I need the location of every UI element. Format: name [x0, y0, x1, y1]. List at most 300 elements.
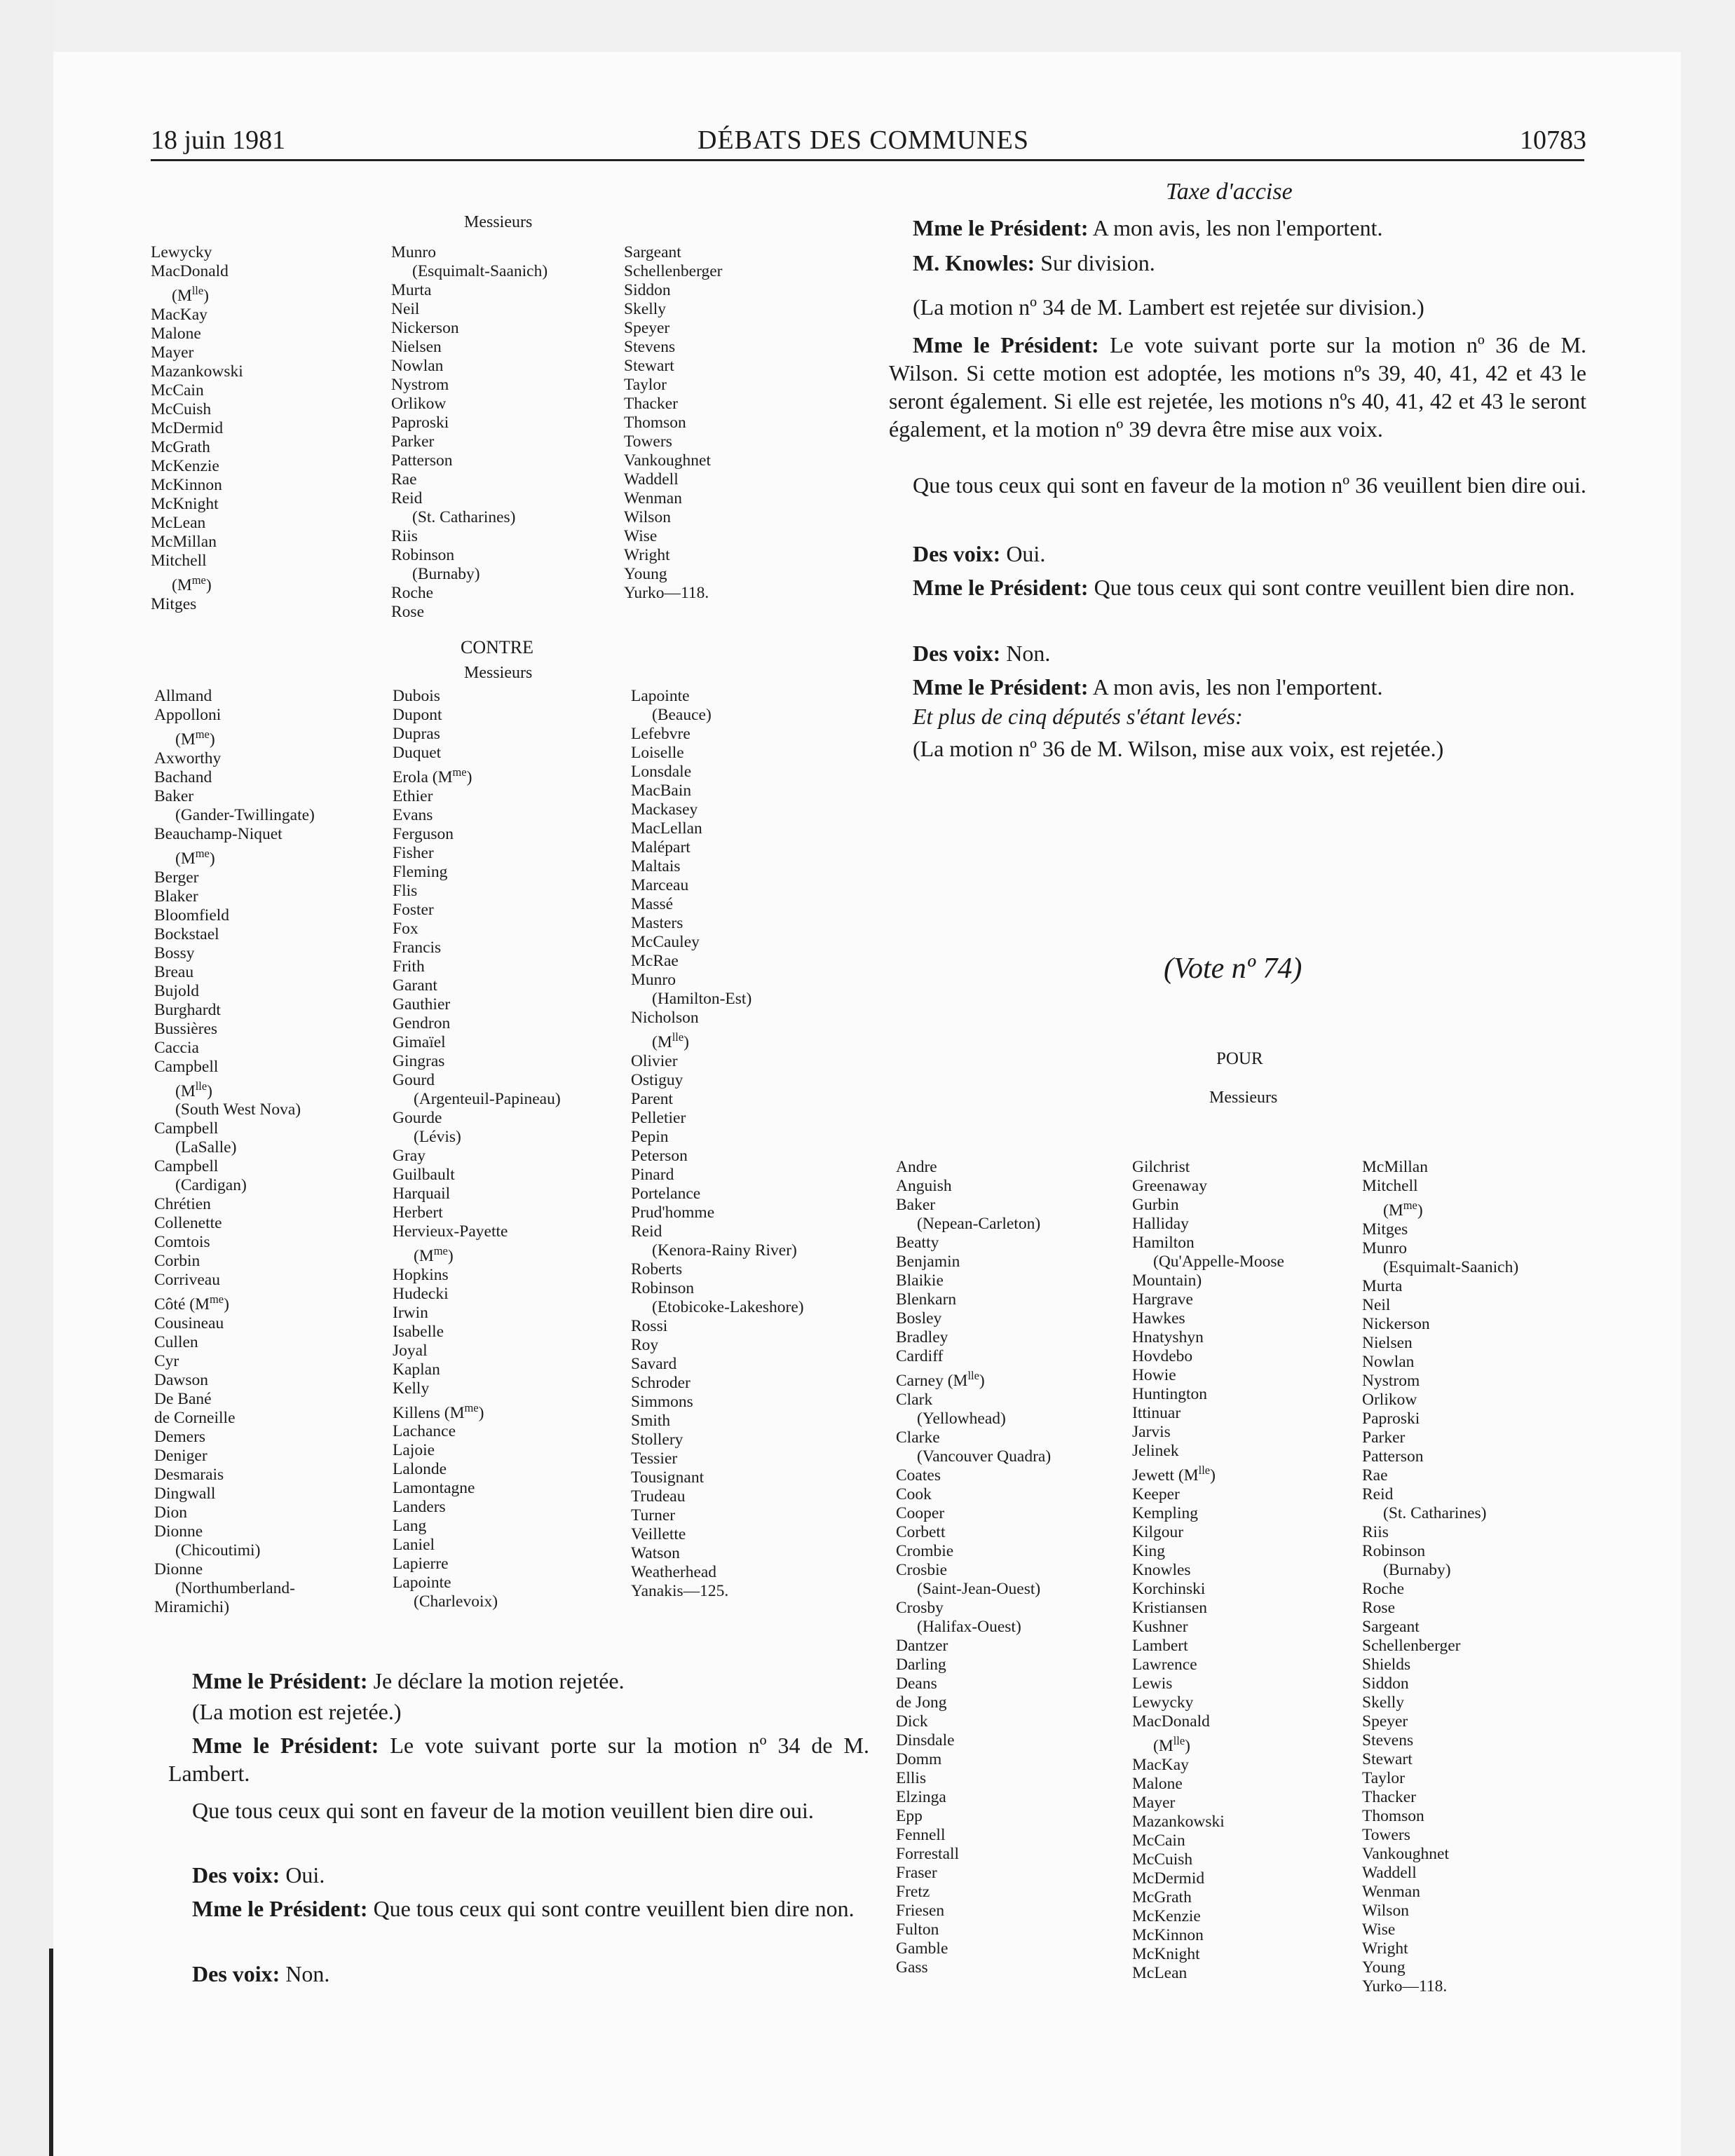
member-name: Skelly [624, 300, 667, 318]
member-name: McKnight [1132, 1944, 1200, 1963]
member-name: Korchinski [1132, 1579, 1206, 1598]
member-name: Beauchamp-Niquet [154, 824, 283, 843]
left-para-5 [168, 1861, 869, 1889]
member-name: Gauthier [393, 995, 451, 1014]
member-name: Fretz [896, 1882, 930, 1901]
member-name: Demers [154, 1428, 206, 1447]
member-name: Stevens [624, 338, 676, 356]
member-name: Robinson [631, 1278, 695, 1297]
member-name: Parker [1362, 1428, 1406, 1447]
member-name: Bujold [154, 981, 199, 1000]
member-name: Dick [896, 1712, 928, 1731]
member-name: Hamilton [1132, 1234, 1195, 1252]
contre-column-2 [393, 687, 561, 1611]
member-name: (Argenteuil-Papineau) [414, 1089, 561, 1108]
member-name: Baker [154, 786, 194, 805]
right-para-9 [889, 673, 1586, 701]
vote-74-column-3 [1362, 1158, 1518, 1996]
member-name: Flis [393, 881, 418, 900]
speaker-label: M. Knowles: [913, 250, 1035, 275]
member-name: $(M^{lle})$ [172, 284, 209, 305]
member-name: Reid [631, 1222, 662, 1241]
member-name: Beatty [896, 1234, 939, 1252]
member-name: Malépart [631, 838, 690, 857]
left-para-4 [168, 1796, 869, 1824]
member-name: Pelletier [631, 1108, 686, 1127]
left-para-3 [168, 1731, 869, 1787]
member-name: Campbell [154, 1057, 219, 1076]
member-name: Patterson [1362, 1447, 1424, 1466]
member-name: Halliday [1132, 1215, 1189, 1233]
member-name: McLean [1132, 1963, 1188, 1982]
member-name: Corbin [154, 1252, 200, 1271]
speaker-label: Mme le Président: [913, 575, 1089, 600]
member-name: Wise [1362, 1920, 1396, 1939]
member-name: Neil [1362, 1295, 1391, 1314]
member-name: Stevens [1362, 1731, 1414, 1749]
speech-text: Non. [280, 1961, 330, 1986]
member-name: Dionne [154, 1522, 203, 1541]
header-rule [151, 159, 1584, 161]
contre-column-3 [631, 687, 804, 1601]
member-name: Hawkes [1132, 1309, 1185, 1328]
member-name: Roche [391, 584, 434, 602]
member-name: Crosbie [896, 1560, 948, 1579]
member-name: Munro [1362, 1239, 1407, 1257]
member-name: de Corneille [154, 1409, 236, 1428]
member-name: (Gander-Twillingate) [175, 805, 315, 824]
member-name: (Etobicoke-Lakeshore) [652, 1297, 804, 1316]
member-name: Burghardt [154, 1000, 221, 1019]
member-name: Rae [1362, 1466, 1388, 1485]
speech-text: A mon avis, les non l'emportent. [1088, 674, 1383, 700]
member-name: Mountain) [1132, 1271, 1202, 1290]
member-name: Fulton [896, 1920, 939, 1939]
member-name: McRae [631, 952, 679, 970]
member-name: Domm [896, 1749, 942, 1768]
header-page-number: 10783 [1520, 125, 1586, 155]
member-name: Cardiff [896, 1347, 944, 1365]
member-name: Lalonde [393, 1460, 447, 1479]
member-name: Cullen [154, 1333, 198, 1352]
member-name: Foster [393, 900, 434, 919]
member-name: Nowlan [391, 357, 444, 375]
member-name: Parker [391, 432, 435, 451]
member-name: Speyer [624, 319, 670, 337]
member-name: Isabelle [393, 1322, 444, 1341]
member-name: Dawson [154, 1371, 209, 1390]
member-name: Watson [631, 1543, 680, 1562]
member-name: Savard [631, 1354, 677, 1373]
member-name: Fisher [393, 843, 434, 862]
member-name: Jewett $(M^{lle})$ [1132, 1464, 1216, 1485]
member-name: McKinnon [1132, 1925, 1204, 1944]
member-name: Murta [391, 281, 432, 299]
member-name: Paproski [1362, 1409, 1420, 1428]
member-name: Harquail [393, 1184, 451, 1203]
member-name: Trudeau [631, 1487, 686, 1506]
member-name: Roy [631, 1335, 659, 1354]
left-para-1 [168, 1667, 869, 1695]
member-name: McGrath [151, 437, 210, 456]
right-para-5 [889, 471, 1586, 499]
member-name: Comtois [154, 1233, 210, 1252]
member-name: Taylor [624, 376, 667, 394]
member-name: McDermid [151, 418, 224, 437]
member-name: Gurbin [1132, 1196, 1179, 1214]
member-name: Joyal [393, 1341, 428, 1360]
member-name: de Jong [896, 1693, 947, 1712]
member-name: Knowles [1132, 1560, 1191, 1579]
speaker-label: Des voix: [913, 641, 1001, 666]
member-name: McCain [1132, 1831, 1185, 1850]
member-name: Andre [896, 1158, 937, 1176]
contre-heading: CONTRE [461, 637, 533, 657]
member-name: Cook [896, 1485, 932, 1503]
member-name: (Chicoutimi) [175, 1541, 261, 1560]
member-name: Dingwall [154, 1485, 216, 1503]
member-name: (Esquimalt-Saanich) [412, 262, 548, 280]
member-name: Breau [154, 962, 194, 981]
member-name: Mayer [151, 343, 194, 362]
member-name: Portelance [631, 1184, 701, 1203]
member-name: Greenaway [1132, 1177, 1207, 1195]
member-name: Fleming [393, 862, 448, 881]
member-name: Towers [1362, 1825, 1410, 1844]
member-name: MacDonald [1132, 1712, 1210, 1731]
member-name: McCain [151, 381, 204, 400]
member-name: McMillan [1362, 1158, 1428, 1176]
member-name: Miramichi) [154, 1598, 230, 1617]
member-name: Stewart [1362, 1749, 1413, 1768]
member-name: Sargeant [624, 243, 681, 261]
contre-subheading: Messieurs [464, 664, 533, 682]
member-name: Guilbault [393, 1165, 455, 1184]
speech-text: Le vote suivant porte sur la motion nº 36 de M. Wilson. Si cette motion est adoptée, les motions nºs 39, 40, 41, 42 et 43 le seront également. Si elle est rejetée, les motions nºs 40, 41, 42 et 43 le seront également, et la motion nº 39 devra être mise aux voix. [889, 332, 1587, 442]
left-para-7 [168, 1960, 869, 1988]
member-name: Deniger [154, 1447, 207, 1466]
member-name: Blenkarn [896, 1290, 957, 1309]
member-name: Lapierre [393, 1555, 449, 1574]
member-name: Gingras [393, 1051, 445, 1070]
member-name: Deans [896, 1674, 937, 1693]
member-name: Wenman [624, 489, 682, 507]
member-name: Kristiansen [1132, 1598, 1208, 1617]
member-name: Thomson [624, 414, 686, 432]
member-name: (Northumberland- [175, 1579, 295, 1598]
member-name: Taylor [1362, 1768, 1405, 1787]
member-name: Malone [151, 324, 201, 343]
top-pour-heading: Messieurs [464, 213, 533, 231]
member-name: Munro [391, 243, 436, 261]
member-name: Thomson [1362, 1806, 1424, 1825]
member-name: (Yellowhead) [917, 1409, 1006, 1428]
member-name: Gourd [393, 1070, 435, 1089]
member-name: (Cardigan) [175, 1176, 247, 1195]
member-name: Lewis [1132, 1674, 1173, 1693]
member-name: Gass [896, 1958, 928, 1977]
member-name: Mitges [151, 594, 197, 613]
member-name: Lajoie [393, 1441, 435, 1460]
speech-text: (La motion nº 36 de M. Wilson, mise aux voix, est rejetée.) [913, 736, 1444, 761]
member-name: Darling [896, 1655, 946, 1674]
member-name: Forrestall [896, 1844, 960, 1863]
member-name: (Vancouver Quadra) [917, 1447, 1052, 1466]
member-name: Thacker [1362, 1787, 1416, 1806]
member-name: (Saint-Jean-Ouest) [917, 1579, 1041, 1598]
member-name: Gendron [393, 1014, 451, 1032]
member-name: Lewycky [151, 243, 212, 261]
member-name: Lamontagne [393, 1479, 475, 1498]
right-para-10 [889, 702, 1586, 730]
member-name: Massé [631, 895, 674, 913]
member-name: Cooper [896, 1503, 945, 1522]
member-name: Lachance [393, 1422, 456, 1441]
member-name: Wenman [1362, 1882, 1420, 1901]
member-name: Herbert [393, 1203, 443, 1222]
member-name: Robinson [1362, 1541, 1426, 1560]
member-name: (Burnaby) [412, 565, 480, 583]
member-name: Speyer [1362, 1712, 1408, 1731]
member-name: McMillan [151, 532, 217, 551]
member-name: Tousignant [631, 1468, 705, 1487]
top-pour-column-2 [391, 243, 547, 622]
member-name: Wilson [624, 508, 671, 526]
member-name: Garant [393, 976, 437, 995]
member-name: Lapointe [631, 687, 690, 705]
member-name: Laniel [393, 1536, 435, 1555]
member-name: (Burnaby) [1383, 1560, 1451, 1579]
member-name: Nickerson [391, 319, 459, 337]
member-name: Murta [1362, 1276, 1403, 1295]
member-name: Stewart [624, 357, 674, 375]
speech-text: Que tous ceux qui sont contre veuillent bien dire non. [1088, 575, 1575, 600]
member-name: Mayer [1132, 1793, 1176, 1812]
section-heading-taxe-accise: Taxe d'accise [1166, 179, 1293, 205]
member-name: (South West Nova) [175, 1100, 301, 1119]
speaker-label: Mme le Président: [192, 1668, 368, 1693]
member-name: Clark [896, 1390, 933, 1409]
member-name: Nystrom [1362, 1371, 1420, 1390]
member-name: Mitchell [151, 551, 207, 570]
member-name: Skelly [1362, 1693, 1405, 1712]
speech-text: Oui. [1000, 541, 1046, 566]
right-para-7 [889, 573, 1586, 601]
member-name: Jelinek [1132, 1442, 1179, 1460]
member-name: Duquet [393, 744, 442, 762]
member-name: Hervieux-Payette [393, 1222, 508, 1241]
member-name: Hovdebo [1132, 1347, 1193, 1365]
header-date: 18 juin 1981 [151, 125, 286, 155]
member-name: Roberts [631, 1260, 683, 1278]
member-name: Rose [391, 603, 424, 621]
member-name: Masters [631, 914, 683, 932]
member-name: $(M^{me})$ [175, 846, 215, 868]
member-name: (St. Catharines) [412, 508, 516, 526]
speech-text: A mon avis, les non l'emportent. [1088, 215, 1383, 240]
right-para-11 [889, 735, 1586, 763]
member-name: McKenzie [151, 456, 219, 475]
member-name: Smith [631, 1411, 671, 1430]
member-name: Reid [391, 489, 423, 507]
member-name: Caccia [154, 1038, 199, 1057]
member-name: Coates [896, 1466, 941, 1485]
member-name: Cyr [154, 1352, 179, 1371]
member-name: Ittinuar [1132, 1404, 1181, 1422]
member-name: Anguish [896, 1177, 952, 1195]
member-name: Blaker [154, 887, 198, 906]
member-name: Schellenberger [1362, 1636, 1461, 1655]
member-name: Reid [1362, 1485, 1394, 1503]
member-name: Chrétien [154, 1195, 211, 1214]
member-name: Elzinga [896, 1787, 946, 1806]
member-name: Berger [154, 868, 199, 887]
member-name: Friesen [896, 1901, 945, 1920]
member-name: Pepin [631, 1127, 669, 1146]
member-name: (Hamilton-Est) [652, 990, 752, 1008]
member-name: (Lévis) [414, 1127, 461, 1146]
member-name: Corriveau [154, 1271, 220, 1290]
scan-border-left [0, 0, 53, 2156]
member-name: Bloomfield [154, 906, 230, 925]
member-name: Paproski [391, 414, 449, 432]
member-name: Siddon [1362, 1674, 1409, 1693]
member-name: Axworthy [154, 749, 222, 767]
contre-column-1 [154, 687, 315, 1617]
member-name: Francis [393, 938, 442, 957]
speaker-label: Des voix: [192, 1961, 280, 1986]
member-name: Dupras [393, 725, 440, 743]
member-name: Lonsdale [631, 763, 692, 781]
top-pour-column-1 [151, 243, 243, 614]
member-name: Veillette [631, 1524, 686, 1543]
speech-text: Que tous ceux qui sont en faveur de la motion veuillent bien dire oui. [192, 1798, 814, 1823]
member-name: Hargrave [1132, 1290, 1193, 1309]
member-name: Peterson [631, 1146, 688, 1165]
member-name: Crosby [896, 1598, 944, 1617]
member-name: Cousineau [154, 1314, 224, 1333]
member-name: Desmarais [154, 1466, 224, 1485]
member-name: Nielsen [391, 338, 442, 356]
member-name: (Esquimalt-Saanich) [1383, 1257, 1519, 1276]
vote-74-title: (Vote nº 74) [1164, 953, 1302, 985]
member-name: Mackasey [631, 800, 698, 819]
member-name: Lapointe [393, 1574, 451, 1592]
speaker-label: Mme le Président: [913, 332, 1099, 357]
member-name: Nickerson [1362, 1314, 1430, 1333]
member-name: $(M^{me})$ [175, 728, 215, 749]
right-para-8 [889, 639, 1586, 667]
member-name: Rose [1362, 1598, 1395, 1617]
member-name: MacKay [1132, 1755, 1189, 1774]
member-name: Appolloni [154, 706, 222, 724]
member-name: McKenzie [1132, 1906, 1201, 1925]
member-name: Corbett [896, 1522, 946, 1541]
member-name: Gilchrist [1132, 1158, 1190, 1176]
member-name: Riis [391, 527, 418, 545]
speaker-label: Mme le Président: [913, 674, 1089, 700]
member-name: (Kenora-Rainy River) [652, 1241, 797, 1260]
member-name: Orlikow [391, 395, 447, 413]
speech-text: (La motion est rejetée.) [192, 1699, 402, 1724]
vote-74-column-1 [896, 1158, 1051, 1977]
member-name: Gourde [393, 1108, 442, 1127]
member-name: Wilson [1362, 1901, 1409, 1920]
member-name: Nowlan [1362, 1352, 1415, 1371]
member-name: McGrath [1132, 1888, 1192, 1906]
member-name: Prud'homme [631, 1203, 715, 1222]
speech-text: Que tous ceux qui sont en faveur de la motion nº 36 veuillent bien dire oui. [913, 472, 1586, 498]
member-name: McDermid [1132, 1869, 1205, 1888]
member-name: Fox [393, 919, 419, 938]
member-name: Allmand [154, 687, 212, 705]
member-name: Jarvis [1132, 1423, 1171, 1441]
speech-text: Non. [1000, 641, 1051, 666]
member-name: Kushner [1132, 1617, 1188, 1636]
header-title: DÉBATS DES COMMUNES [698, 125, 1029, 155]
member-name: Lewycky [1132, 1693, 1194, 1712]
member-name: MacDonald [151, 262, 229, 280]
member-name: Nielsen [1362, 1333, 1413, 1352]
member-name: Crombie [896, 1541, 954, 1560]
member-name: Bosley [896, 1309, 942, 1328]
member-name: Schroder [631, 1373, 690, 1392]
member-name: Keeper [1132, 1485, 1180, 1503]
member-name: Marceau [631, 876, 689, 894]
member-name: Vankoughnet [624, 451, 712, 470]
member-name: Bockstael [154, 925, 219, 943]
member-name: Roche [1362, 1579, 1405, 1598]
member-name: Kaplan [393, 1360, 440, 1379]
member-name: Hnatyshyn [1132, 1328, 1204, 1346]
member-name: (Charlevoix) [414, 1592, 498, 1611]
member-name: Vankoughnet [1362, 1844, 1450, 1863]
speech-text: Que tous ceux qui sont contre veuillent bien dire non. [367, 1896, 855, 1921]
member-name: Kempling [1132, 1503, 1198, 1522]
member-name: (St. Catharines) [1383, 1503, 1487, 1522]
left-para-6 [168, 1895, 869, 1923]
member-name: Lambert [1132, 1636, 1188, 1655]
member-name: Bussières [154, 1019, 218, 1038]
right-para-3 [889, 293, 1586, 321]
member-name: Ethier [393, 786, 433, 805]
member-name: Côté $(M^{me})$ [154, 1292, 229, 1314]
member-name: Parent [631, 1089, 674, 1108]
member-name: Benjamin [896, 1253, 960, 1271]
speaker-label: Des voix: [192, 1862, 280, 1888]
member-name: Ferguson [393, 824, 454, 843]
member-name: McCuish [151, 400, 212, 418]
member-name: Baker [896, 1196, 936, 1214]
member-name: Young [624, 565, 667, 583]
member-name: Campbell [154, 1157, 219, 1176]
member-name: Fennell [896, 1825, 946, 1844]
member-name: MacLellan [631, 819, 702, 838]
member-name: Shields [1362, 1655, 1411, 1674]
member-name: Bachand [154, 767, 212, 786]
vote-74-column-2 [1132, 1158, 1284, 1983]
member-name: Ostiguy [631, 1070, 683, 1089]
member-name: (LaSalle) [175, 1138, 237, 1157]
member-name: Waddell [1362, 1863, 1417, 1882]
member-name: Schellenberger [624, 262, 723, 280]
member-name: McCauley [631, 933, 700, 951]
member-name: McKinnon [151, 475, 222, 494]
scan-border-top [0, 0, 1735, 52]
scan-border-right [1681, 0, 1735, 2156]
member-name: Thacker [624, 395, 678, 413]
speaker-label: Mme le Président: [913, 215, 1089, 240]
